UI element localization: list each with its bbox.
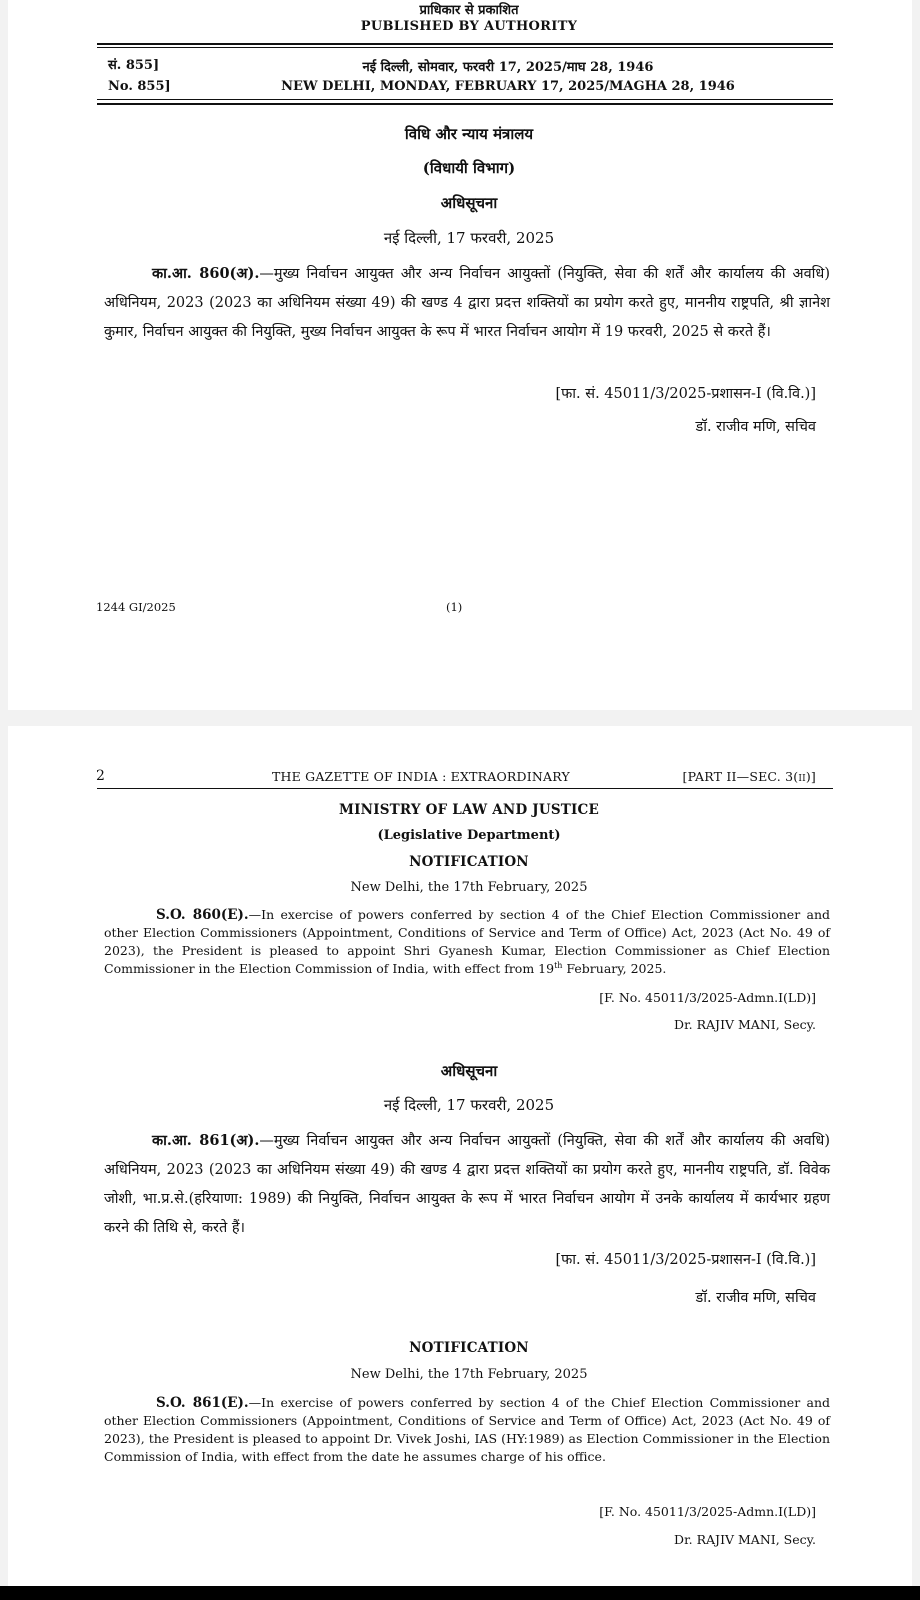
order-860-hindi: [104, 259, 830, 347]
running-head-rule: [97, 788, 833, 789]
file-number-2: [F. No. 45011/3/2025-Admn.I(LD)]: [599, 1504, 816, 1519]
notification-date-hindi-2: नई दिल्ली, 17 फरवरी, 2025: [383, 1096, 555, 1114]
gazette-page-1: [8, 0, 912, 710]
part-section: [PART II—SEC. 3(ii)]: [682, 769, 816, 784]
notification-date-hindi: नई दिल्ली, 17 फरवरी, 2025: [383, 229, 555, 247]
department-title: (Legislative Department): [377, 828, 561, 843]
file-number-1: [F. No. 45011/3/2025-Admn.I(LD)]: [599, 990, 816, 1005]
file-number-hindi: [फा. सं. 45011/3/2025-प्रशासन-I (वि.वि.)]: [555, 386, 816, 402]
order-2-ref-hindi: का.आ. 861(अ).: [152, 1132, 260, 1149]
signatory-2: Dr. RAJIV MANI, Secy.: [674, 1532, 816, 1547]
masthead-rule-top: [97, 43, 833, 45]
issue-number-hindi: सं. 855]: [108, 58, 160, 73]
order-860-english: [104, 906, 830, 978]
ministry-title-hindi: विधि और न्याय मंत्रालय: [404, 125, 534, 143]
order-861-english: [104, 1394, 830, 1466]
order-1-ref: S.O. 860(E).: [156, 907, 249, 923]
notification-date-2: New Delhi, the 17th February, 2025: [350, 1367, 588, 1382]
masthead-rule-top-thin: [97, 47, 833, 48]
signatory-1: Dr. RAJIV MANI, Secy.: [674, 1017, 816, 1032]
order-text-hindi: —मुख्य निर्वाचन आयुक्त और अन्य निर्वाचन आयुक्तों (नियुक्ति, सेवा की शर्तें और कार्यालय की अवधि) अधिनियम, 2023 (2023 का अधिनियम संख्या 49) की खण्ड 4 द्वारा प्रदत्त शक्तियों का प्रयोग करते हुए, माननीय राष्ट्रपति, श्री ज्ञानेश कुमार, निर्वाचन आयुक्त की नियुक्ति, मुख्य निर्वाचन आयुक्त के रूप में भारत निर्वाचन आयोग में 19 फरवरी, 2025 से करते हैं।: [104, 266, 830, 340]
page-marker: (1): [446, 600, 463, 614]
notification-heading-hindi: अधिसूचना: [440, 194, 498, 212]
order-2-text: —In exercise of powers conferred by section 4 of the Chief Election Commissioner and other Election Commissioners (Appointment, Conditions of Service and Term of Office) Act, 2023 (Act No. 49 of 2023), the President is pleased to appoint Dr. Vivek Joshi, IAS (HY:1989) as Election Commissioner in the Election Commission of India, with effect from the date he assumes charge of his office.: [104, 1395, 830, 1464]
order-2-ref: S.O. 861(E).: [156, 1395, 249, 1411]
notification-heading-2: NOTIFICATION: [409, 1340, 529, 1356]
department-title-hindi: (विधायी विभाग): [422, 159, 516, 177]
dateline: NEW DELHI, MONDAY, FEBRUARY 17, 2025/MAGHA 28, 1946: [281, 79, 735, 94]
ordinal-suffix: th: [554, 961, 563, 970]
issue-number: No. 855]: [108, 79, 171, 94]
signatory-hindi-2: डॉ. राजीव मणि, सचिव: [695, 1290, 816, 1306]
notification-heading-hindi-2: अधिसूचना: [440, 1062, 498, 1080]
running-title: THE GAZETTE OF INDIA : EXTRAORDINARY: [272, 769, 570, 784]
bottom-edge-bar: [0, 1586, 920, 1600]
gazette-page-2: [8, 726, 912, 1600]
published-by-authority-hindi: प्राधिकार से प्रकाशित: [419, 3, 519, 18]
masthead-rule-bottom-thin: [97, 99, 833, 100]
signatory-hindi: डॉ. राजीव मणि, सचिव: [695, 419, 816, 435]
ministry-title: MINISTRY OF LAW AND JUSTICE: [339, 802, 599, 818]
order-2-text-hindi: —मुख्य निर्वाचन आयुक्त और अन्य निर्वाचन आयुक्तों (नियुक्ति, सेवा की शर्तें और कार्यालय की अवधि) अधिनियम, 2023 (2023 का अधिनियम संख्या 49) की खण्ड 4 द्वारा प्रदत्त शक्तियों का प्रयोग करते हुए, माननीय राष्ट्रपति, डॉ. विवेक जोशी, भा.प्र.से.(हरियाणा: 1989) की नियुक्ति, निर्वाचन आयुक्त के रूप में भारत निर्वाचन आयोग में उनके कार्यालय में कार्यभार ग्रहण करने की तिथि से, करते हैं।: [104, 1133, 830, 1236]
print-code: 1244 GI/2025: [96, 600, 176, 614]
page-number: 2: [96, 768, 105, 784]
published-by-authority: PUBLISHED BY AUTHORITY: [360, 19, 578, 34]
masthead-rule-bottom: [97, 103, 833, 105]
order-1-tail: February, 2025.: [562, 961, 667, 976]
notification-date-1: New Delhi, the 17th February, 2025: [350, 880, 588, 895]
notification-heading-1: NOTIFICATION: [409, 854, 529, 870]
order-861-hindi: [104, 1126, 830, 1243]
order-ref-hindi: का.आ. 860(अ).: [152, 265, 260, 282]
order-1-text: —In exercise of powers conferred by section 4 of the Chief Election Commissioner and other Election Commissioners (Appointment, Conditions of Service and Term of Office) Act, 2023 (Act No. 49 of 2023), the President is pleased to appoint Shri Gyanesh Kumar, Election Commissioner as Chief Election Commissioner in the Election Commission of India, with effect from 19: [104, 907, 830, 976]
dateline-hindi: नई दिल्ली, सोमवार, फरवरी 17, 2025/माघ 28, 1946: [362, 60, 654, 75]
file-number-hindi-2: [फा. सं. 45011/3/2025-प्रशासन-I (वि.वि.)]: [555, 1252, 816, 1268]
